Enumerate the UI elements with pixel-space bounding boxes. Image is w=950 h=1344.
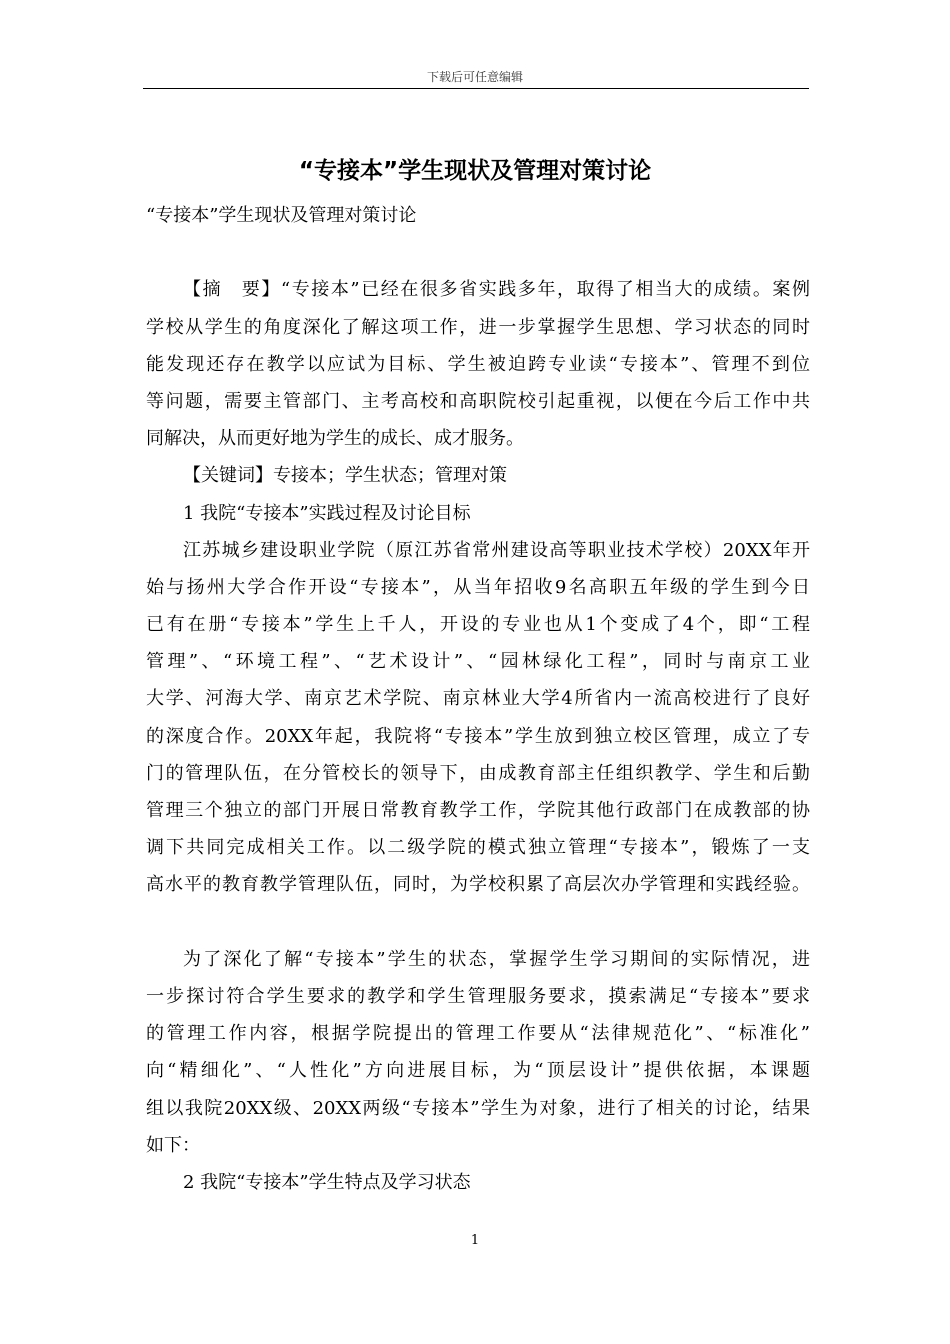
paragraph-line: 大学、河海大学、南京艺术学院、南京林业大学4所省内一流高校进行了良好 (146, 688, 810, 710)
paragraph-line: 一步探讨符合学生要求的教学和学生管理服务要求，摸索满足“专接本”要求 (146, 985, 810, 1007)
abstract-line: 【摘 要】“专接本”已经在很多省实践多年，取得了相当大的成绩。案例 (183, 279, 810, 301)
abstract-line: 等问题，需要主管部门、主考高校和高职院校引起重视，以便在今后工作中共 (146, 390, 810, 412)
paragraph-line: 调下共同完成相关工作。以二级学院的模式独立管理“专接本”，锻炼了一支 (146, 837, 810, 859)
document-title: “专接本”学生现状及管理对策讨论 (298, 158, 652, 184)
header-rule (143, 88, 809, 89)
document-body (146, 197, 810, 1201)
section-1-heading: 1 我院“专接本”实践过程及讨论目标 (183, 502, 471, 524)
section-1-paragraph-2 (146, 941, 810, 1164)
paragraph-line: 江苏城乡建设职业学院（原江苏省常州建设高等职业技术学校）20XX年开 (183, 539, 810, 561)
abstract-paragraph (146, 271, 810, 457)
abstract-line: 同解决，从而更好地为学生的成长、成才服务。 (146, 428, 524, 450)
paragraph-line: 的深度合作。20XX年起，我院将“专接本”学生放到独立校区管理，成立了专 (146, 725, 810, 747)
paragraph-line: 管理”、“环境工程”、“艺术设计”、“园林绿化工程”，同时与南京工业 (146, 651, 810, 673)
paragraph-line: 向“精细化”、“人性化”方向进展目标，为“顶层设计”提供依据，本课题 (146, 1060, 810, 1082)
section-1-paragraph-1 (146, 532, 810, 904)
blank-line (146, 904, 810, 941)
section-2-heading: 2 我院“专接本”学生特点及学习状态 (183, 1171, 471, 1193)
paragraph-line: 为了深化了解“专接本”学生的状态，掌握学生学习期间的实际情况，进 (183, 948, 810, 970)
page-number: 1 (470, 1233, 480, 1248)
abstract-line: 能发现还存在教学以应试为目标、学生被迫跨专业读“专接本”、管理不到位 (146, 353, 810, 375)
paragraph-line: 已有在册“专接本”学生上千人，开设的专业也从1个变成了4个，即“工程 (146, 614, 810, 636)
paragraph-line: 始与扬州大学合作开设“专接本”，从当年招收9名高职五年级的学生到今日 (146, 576, 810, 598)
paragraph-line: 的管理工作内容，根据学院提出的管理工作要从“法律规范化”、“标准化” (146, 1023, 810, 1045)
subtitle: “专接本”学生现状及管理对策讨论 (146, 205, 417, 226)
paragraph-line: 管理三个独立的部门开展日常教育教学工作，学院其他行政部门在成教部的协 (146, 800, 810, 821)
keywords: 【关键词】专接本；学生状态；管理对策 (183, 465, 507, 487)
paragraph-line: 门的管理队伍，在分管校长的领导下，由成教育部主任组织教学、学生和后勤 (146, 762, 810, 784)
blank-line (146, 234, 810, 271)
paragraph-line: 组以我院20XX级、20XX两级“专接本”学生为对象，进行了相关的讨论，结果 (146, 1097, 810, 1119)
abstract-line: 学校从学生的角度深化了解这项工作，进一步掌握学生思想、学习状态的同时 (146, 316, 810, 338)
header-note: 下载后可任意编辑 (426, 70, 523, 84)
paragraph-line: 如下： (146, 1134, 200, 1156)
paragraph-line: 高水平的教育教学管理队伍，同时，为学校积累了高层次办学管理和实践经验。 (146, 874, 810, 896)
